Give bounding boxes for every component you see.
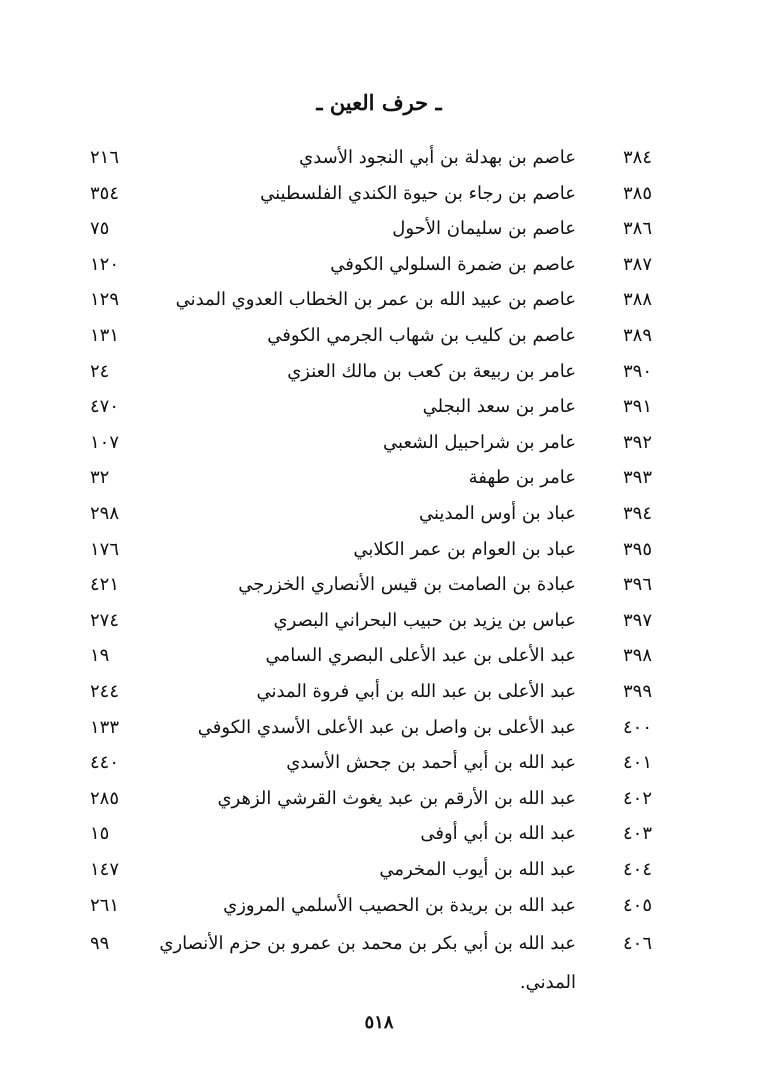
entry-number: ٣٩٤ (622, 503, 652, 524)
entry-name: عاصم بن رجاء بن حيوة الكندي الفلسطيني (260, 182, 576, 204)
index-entry (90, 425, 652, 461)
entry-number: ٣٩٥ (622, 538, 652, 560)
entry-continuation: المدني. (519, 972, 576, 993)
entry-number: ٤٠٤ (622, 859, 652, 880)
entry-number: ٣٨٥ (622, 182, 652, 204)
entry-page: ٤٤٠ (90, 752, 120, 774)
entry-number: ٣٩٠ (622, 360, 652, 382)
entry-number: ٣٩٦ (622, 574, 652, 596)
entry-name: عامر بن ربيعة بن كعب بن مالك العنزي (287, 360, 576, 382)
entry-page: ١٣١ (90, 325, 120, 346)
entry-name: عاصم بن عبيد الله بن عمر بن الخطاب العدوي المدني (175, 289, 576, 311)
entry-page: ١٢٠ (90, 253, 120, 275)
entry-page: ٢٤ (90, 360, 110, 382)
entry-name: عبد الأعلى بن واصل بن عبد الأعلى الأسدي الكوفي (197, 716, 576, 738)
entry-number: ٤٠٦ (622, 933, 652, 954)
entry-page: ١٣٣ (90, 716, 120, 738)
entry-page: ١٠٧ (90, 431, 120, 453)
entry-page: ٢١٦ (90, 147, 120, 168)
entry-name: عاصم بن بهدلة بن أبي النجود الأسدي (299, 147, 576, 168)
entry-page: ٢٨٥ (90, 787, 120, 809)
index-entry (90, 460, 652, 496)
page-number: ٥١٨ (364, 1012, 394, 1033)
index-entry (90, 745, 652, 781)
index-entry (90, 926, 652, 962)
index-entry (90, 389, 652, 425)
index-entry (90, 567, 652, 603)
entry-number: ٣٩٧ (622, 609, 652, 631)
index-entry (90, 282, 652, 318)
index-entry (90, 816, 652, 852)
entry-name: عباس بن يزيد بن حبيب البحراني البصري (273, 609, 576, 631)
index-entry (90, 888, 652, 924)
index-entry (90, 247, 652, 283)
entry-name: عاصم بن ضمرة السلولي الكوفي (330, 253, 576, 275)
index-entry (90, 532, 652, 568)
entry-page: ٢٦١ (90, 894, 120, 916)
index-entry (90, 638, 652, 674)
index-entry (90, 852, 652, 888)
entry-number: ٣٨٧ (622, 253, 652, 275)
entry-name: عبد الأعلى بن عبد الأعلى البصري السامي (265, 645, 576, 667)
entry-page: ٣٥٤ (90, 182, 120, 204)
index-entry (90, 140, 652, 176)
entry-page: ٩٩ (90, 933, 110, 954)
entry-number: ٣٨٦ (622, 218, 652, 240)
entry-name: عاصم بن سليمان الأحول (392, 218, 576, 240)
entry-name: عامر بن طهفة (468, 467, 576, 489)
entry-number: ٣٩٢ (622, 431, 652, 453)
entry-number: ٤٠٥ (622, 894, 652, 916)
entry-page: ٣٢ (90, 467, 110, 489)
entry-number: ٤٠٠ (622, 716, 652, 738)
entry-page: ٧٥ (90, 218, 110, 240)
entry-number: ٤٠٣ (622, 823, 652, 845)
entry-number: ٣٩٣ (622, 467, 652, 489)
entry-page: ١٥ (90, 823, 110, 845)
index-entry (90, 176, 652, 212)
index-entry (90, 318, 652, 354)
entry-name: عبد الله بن أيوب المخرمي (379, 859, 576, 880)
entry-name: عاصم بن كليب بن شهاب الجرمي الكوفي (267, 325, 576, 346)
index-entry (90, 674, 652, 710)
index-entry (90, 781, 652, 817)
index-entry (90, 496, 652, 532)
entry-page: ١٤٧ (90, 859, 120, 880)
entry-page: ١٢٩ (90, 289, 120, 311)
index-entry (90, 710, 652, 746)
entry-name: عبد الله بن أبي بكر بن محمد بن عمرو بن حزم الأنصاري (159, 933, 576, 954)
entry-number: ٣٨٨ (622, 289, 652, 311)
entry-number: ٣٨٤ (622, 147, 652, 168)
entry-page: ٢٧٤ (90, 609, 120, 631)
entry-name: عباد بن أوس المديني (419, 503, 576, 524)
entry-page: ٢٤٤ (90, 681, 120, 702)
index-entry (90, 603, 652, 639)
entry-number: ٣٩١ (622, 396, 652, 418)
entry-page: ٤٢١ (90, 574, 120, 596)
entry-page: ١٧٦ (90, 538, 120, 560)
index-entry (90, 354, 652, 390)
entry-name: عبد الله بن بريدة بن الحصيب الأسلمي المروزي (223, 894, 576, 916)
entry-name: عباد بن العوام بن عمر الكلابي (353, 538, 576, 560)
entry-number: ٤٠٢ (622, 787, 652, 809)
entry-name: عامر بن سعد البجلي (422, 396, 576, 418)
entry-number: ٤٠١ (622, 752, 652, 774)
entry-number: ٣٩٨ (622, 645, 652, 667)
entry-name: عبد الأعلى بن عبد الله بن أبي فروة المدني (256, 681, 576, 702)
index-entry (90, 211, 652, 247)
entry-number: ٣٩٩ (622, 681, 652, 702)
entry-page: ١٩ (90, 645, 110, 667)
entry-name: عبد الله بن أبي أوفى (420, 823, 576, 845)
entry-page: ٤٧٠ (90, 396, 120, 418)
section-heading: ـ حرف العين ـ (316, 90, 442, 115)
entry-number: ٣٨٩ (622, 325, 652, 346)
entry-name: عبد الله بن أبي أحمد بن جحش الأسدي (286, 752, 576, 774)
entry-name: عبادة بن الصامت بن قيس الأنصاري الخزرجي (238, 574, 576, 596)
entry-page: ٢٩٨ (90, 503, 120, 524)
entry-name: عبد الله بن الأرقم بن عبد يغوث القرشي الزهري (217, 787, 576, 809)
entry-name: عامر بن شراحبيل الشعبي (383, 431, 576, 453)
